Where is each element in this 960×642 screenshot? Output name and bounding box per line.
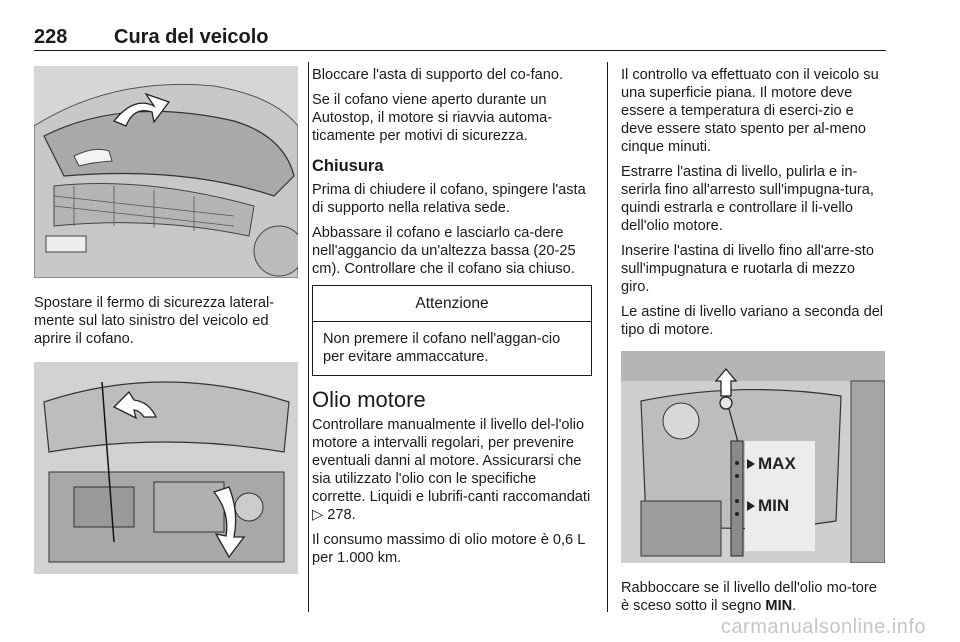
page-number: 228 [34, 26, 68, 48]
col1-paragraph-1: Spostare il fermo di sicurezza lateral-mente sul lato sinistro del veicolo ed aprire il cofano. [34, 295, 275, 347]
column-1 [34, 66, 298, 574]
col2-paragraph-6: Il consumo massimo di olio motore è 0,6 L per 1.000 km. [312, 532, 585, 566]
illustration-engine-bay-support-rod [34, 362, 298, 574]
col3-paragraph-1: Il controllo va effettuato con il veicolo su una superficie piana. Il motore deve essere a temperatura di eserci-zio e deve essere stato spento per al-meno cinque minuti. [621, 67, 879, 155]
col3-paragraph-5-end: . [792, 598, 797, 614]
column-divider-1 [308, 62, 309, 612]
col2-paragraph-5 [312, 416, 592, 524]
watermark: carmanualsonline.info [720, 616, 926, 638]
section-title: Cura del veicolo [114, 26, 269, 48]
min-mark-label: MIN [765, 598, 793, 614]
page-header [34, 26, 886, 51]
col2-paragraph-4: Abbassare il cofano e lasciarlo ca-dere nell'aggancio da un'altezza bassa (20-25 cm). Controllare che il cofano sia chiuso. [312, 225, 576, 277]
warning-text: Non premere il cofano nell'aggan-cio per evitare ammaccature. [323, 331, 561, 365]
page-reference-link[interactable]: 278. [327, 507, 356, 523]
col2-paragraph-5-text: Controllare manualmente il livello del-l'olio motore a intervalli regolari, per prevenire eventuali danni al motore. Assicurarsi che sia utilizzato l'olio con le specifiche corrette. Liquidi e lubrifi-canti raccomandati [312, 417, 591, 505]
col3-paragraph-5 [621, 579, 887, 615]
col3-paragraph-2: Estrarre l'astina di livello, pulirla e in-serirla fino all'arresto sull'impugna-tura, quindi estrarla e controllare il li-vello dell'olio motore. [621, 164, 874, 234]
col2-paragraph-2: Se il cofano viene aperto durante un Autostop, il motore si riavvia automa-ticamente per motivi di sicurezza. [312, 92, 553, 144]
column-3 [621, 66, 887, 622]
column-2 [312, 66, 592, 574]
col3-paragraph-3: Inserire l'astina di livello fino all'arre-sto sull'impugnatura e ruotarla di mezzo giro. [621, 243, 874, 295]
illustration-oil-dipstick [621, 351, 885, 563]
closing-heading: Chiusura [312, 157, 384, 175]
column-divider-2 [607, 62, 608, 612]
col2-paragraph-3: Prima di chiudere il cofano, spingere l'asta di supporto nella relativa sede. [312, 182, 586, 216]
col3-paragraph-5-text: Rabboccare se il livello dell'olio mo-tore è sceso sotto il segno [621, 580, 877, 614]
col2-paragraph-1: Bloccare l'asta di supporto del co-fano. [312, 67, 564, 83]
oil-heading: Olio motore [312, 387, 426, 412]
col3-paragraph-4: Le astine di livello variano a seconda del tipo di motore. [621, 304, 884, 338]
dipstick-min-label: MIN [758, 496, 790, 515]
warning-title: Attenzione [313, 286, 591, 322]
page-reference-icon: ▷ [312, 507, 324, 523]
warning-box [312, 285, 592, 376]
illustration-hood-opening [34, 66, 298, 278]
dipstick-max-label: MAX [758, 454, 796, 473]
